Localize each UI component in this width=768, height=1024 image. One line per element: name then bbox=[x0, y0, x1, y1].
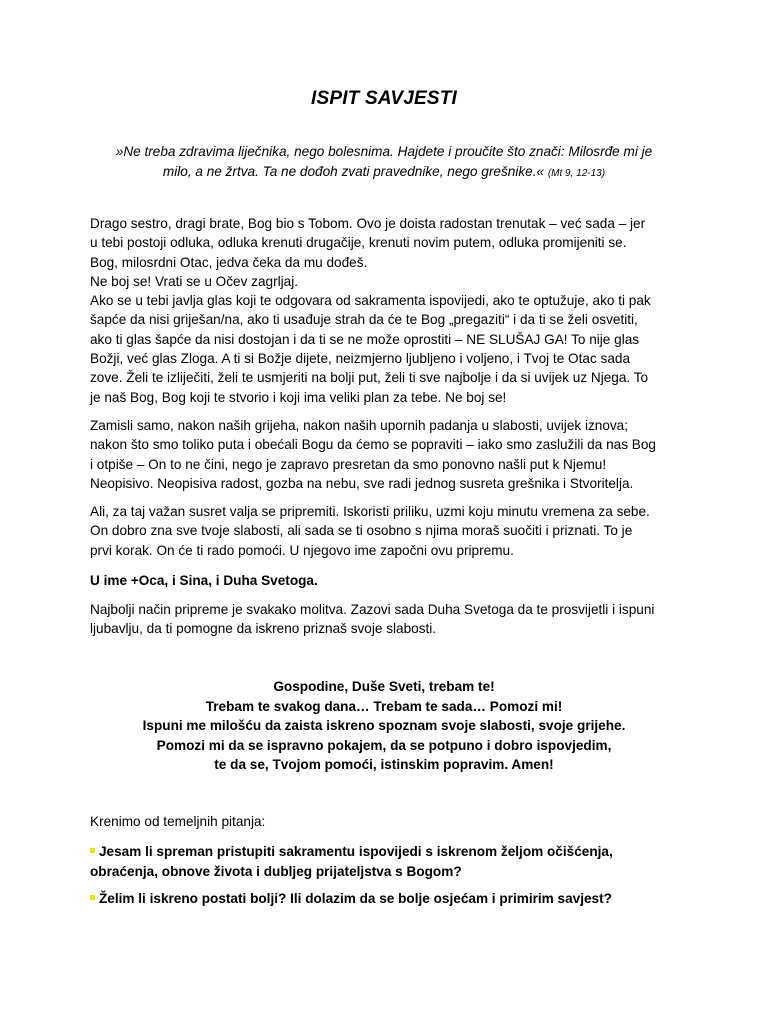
question-item bbox=[90, 842, 690, 882]
quote-text: milo, a ne žrtva. Ta ne dođoh zvati pravednike, nego grešnike.« bbox=[162, 164, 545, 179]
paragraph-intro bbox=[90, 214, 690, 407]
paragraph-line: je naš Bog, Bog koji te stvorio i koji ima veliki plan za tebe. Ne boj se! bbox=[90, 389, 507, 405]
prayer-line: Pomozi mi da se ispravno pokajem, da se potpuno i dobro ispovjedim, bbox=[156, 737, 612, 753]
invocation: U ime +Oca, i Sina, i Duha Svetoga. bbox=[90, 573, 318, 588]
paragraph-line: Neopisivo. Neopisiva radost, gozba na nebu, sve radi jednog susreta grešnika i Stvoritelja. bbox=[90, 475, 634, 491]
document-title: ISPIT SAVJESTI bbox=[310, 88, 458, 109]
paragraph-line: u tebi postoji odluka, odluka krenuti drugačije, krenuti novim putem, odluka promijeniti se. bbox=[90, 235, 627, 251]
question-item bbox=[90, 889, 690, 909]
prayer-line: Ispuni me milošću da zaista iskreno spoznam svoje slabosti, svoje grijehe. bbox=[142, 718, 626, 733]
question-text: Jesam li spreman pristupiti sakramentu ispovijedi s iskrenom željom očišćenja, bbox=[99, 844, 613, 859]
paragraph-line: Bog, milosrdni Otac, jedva čeka da mu dođeš. bbox=[90, 254, 368, 270]
paragraph-line: šapće da nisi griješan/na, ako ti usađuje strah da će te Bog „pregaziti“ i da ti se želi osvetiti, bbox=[90, 312, 638, 328]
paragraph-line: ljubavlju, da ti pomogne da iskreno priznaš svoje slabosti. bbox=[90, 621, 437, 637]
question-line bbox=[90, 842, 690, 862]
paragraph-line: prvi korak. On će ti rado pomoći. U njegovo ime započni ovu pripremu. bbox=[90, 542, 514, 558]
bullet-icon bbox=[90, 848, 95, 853]
question-line bbox=[90, 889, 690, 909]
paragraph-line: Drago sestro, dragi brate, Bog bio s Tobom. Ovo je doista radostan trenutak – već sada – jer bbox=[90, 216, 646, 231]
paragraph-prayer-intro bbox=[90, 600, 690, 639]
paragraph-line: nakon što smo toliko puta i obećali Bogu da ćemo se popraviti – iako smo zaslužili da nas Bog bbox=[90, 437, 656, 453]
paragraph-line: ako ti glas šapće da nisi dostojan i da ti se ne može oprostiti – NE SLUŠAJ GA! To nije glas bbox=[90, 331, 640, 347]
prayer-line: Gospodine, Duše Sveti, trebam te! bbox=[273, 679, 495, 694]
paragraph-line: Ne boj se! Vrati se u Očev zagrljaj. bbox=[90, 273, 299, 289]
prayer-block bbox=[90, 677, 678, 775]
quote-line bbox=[90, 162, 678, 184]
bullet-icon bbox=[90, 895, 95, 900]
prayer-line: te da se, Tvojom pomoći, istinskim popravim. Amen! bbox=[214, 757, 554, 772]
question-text: Želim li iskreno postati bolji? Ili dolazim da se bolje osjećam i primirim savjest? bbox=[99, 891, 612, 906]
prayer-line: Trebam te svakog dana… Trebam te sada… Pomozi mi! bbox=[205, 698, 563, 714]
paragraph-line: zove. Želi te izliječiti, želi te usmjeriti na bolji put, želi ti sve najbolje i da si uvijek uz Njega. To bbox=[90, 370, 649, 386]
paragraph-line: On dobro zna sve tvoje slabosti, ali sada se ti osobno s njima moraš suočiti i priznati. To je bbox=[90, 523, 633, 539]
paragraph-line: i otpiše – On to ne čini, nego je zapravo presretan da smo ponovno našli put k Njemu! bbox=[90, 456, 607, 472]
paragraph-line: Ali, za taj važan susret valja se pripremiti. Iskoristi priliku, uzmi koju minutu vremena za sebe. bbox=[90, 504, 650, 519]
paragraph-line: Božji, već glas Zloga. A ti si Božje dijete, neizmjerno ljubljeno i voljeno, i Tvoj te Otac sada bbox=[90, 351, 630, 367]
paragraph-line: Ako se u tebi javlja glas koji te odgovara od sakramenta ispovijedi, ako te optužuje, ako ti pak bbox=[90, 293, 651, 309]
quote-reference: (Mt 9, 12-13) bbox=[547, 168, 606, 179]
quote-line: »Ne treba zdravima liječnika, nego bolesnima. Hajdete i proučite što znači: Milosrđe mi je bbox=[115, 144, 653, 159]
paragraph-line: Najbolji način pripreme je svakako molitva. Zazovi sada Duha Svetoga da te prosvijetli i ispuni bbox=[90, 602, 655, 617]
paragraph-line: Zamisli samo, nakon naših grijeha, nakon naših upornih padanja u slabosti, uvijek iznova; bbox=[90, 418, 629, 433]
question-line: obraćenja, obnove života i dubljeg prijateljstva s Bogom? bbox=[90, 864, 462, 879]
questions-intro: Krenimo od temeljnih pitanja: bbox=[90, 814, 266, 829]
paragraph-prepare bbox=[90, 502, 690, 560]
paragraph-imagine bbox=[90, 416, 690, 493]
scripture-quote bbox=[90, 142, 678, 184]
